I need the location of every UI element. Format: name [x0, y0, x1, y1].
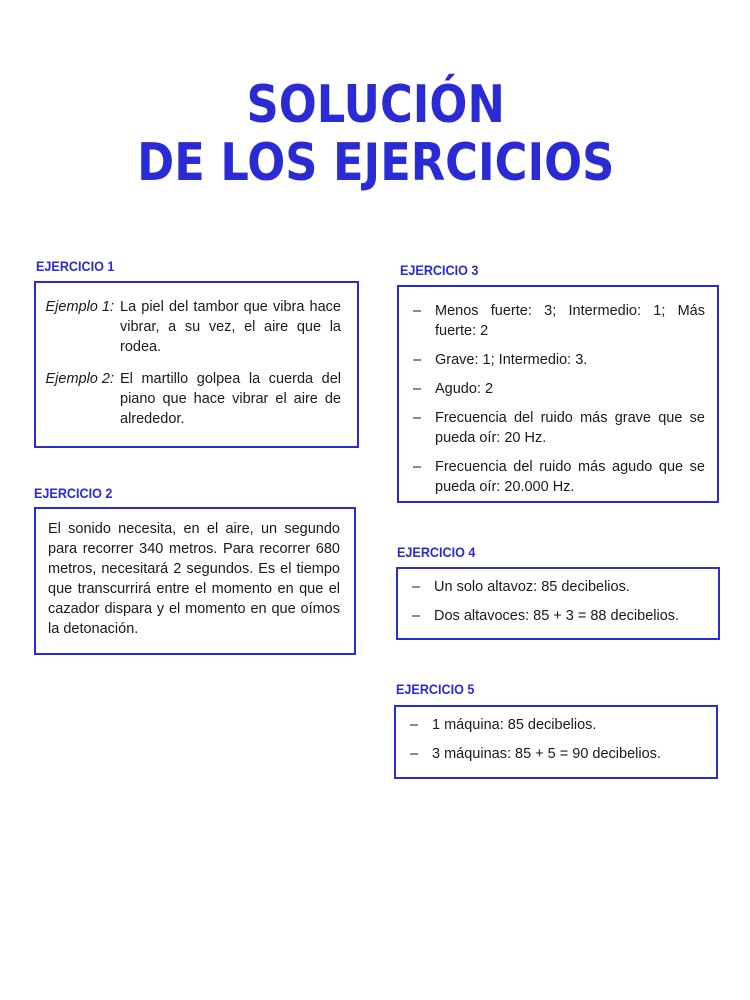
dash: – [413, 352, 422, 368]
example-label: Ejemplo 2: [45, 371, 114, 387]
ejercicio-2-box [34, 507, 356, 655]
ejercicio-5-box [394, 705, 718, 779]
item-text: 3 máquinas: 85 + 5 = 90 decibelios. [432, 746, 661, 762]
list-item [412, 606, 706, 626]
ejercicio-1-heading: EJERCICIO 1 [36, 258, 115, 274]
title-line-2: DE LOS EJERCICIOS [137, 133, 615, 193]
dash: – [413, 410, 422, 426]
ejercicio-1-example [36, 369, 341, 429]
title-line-1: SOLUCIÓN [246, 75, 505, 135]
dash: – [412, 579, 421, 595]
ejercicio-1-example [36, 297, 341, 357]
item-text: Grave: 1; Intermedio: 3. [435, 352, 588, 368]
list-item [412, 577, 706, 597]
item-text: Frecuencia del ruido más agudo que se pueda oír: 20.000 Hz. [435, 459, 705, 495]
list-item [410, 744, 704, 764]
list-item [413, 408, 705, 448]
dash: – [410, 746, 419, 762]
ejercicio-2-text: El sonido necesita, en el aire, un segundo para recorrer 340 metros. Para recorrer 680 metros, necesitará 2 segundos. Es el tiempo que transcurrirá entre el momento en que el cazador dispara y el momento en que oímos la detonación. [48, 521, 340, 637]
ejercicio-2-heading: EJERCICIO 2 [34, 485, 113, 501]
list-item [413, 457, 705, 497]
item-text: 1 máquina: 85 decibelios. [432, 717, 597, 733]
page-title [53, 76, 698, 192]
item-text: Un solo altavoz: 85 decibelios. [434, 579, 630, 595]
item-text: Frecuencia del ruido más grave que se pueda oír: 20 Hz. [435, 410, 705, 446]
dash: – [413, 381, 422, 397]
ejercicio-4-box [396, 567, 720, 640]
list-item [413, 379, 705, 399]
dash: – [410, 717, 419, 733]
dash: – [413, 303, 422, 319]
list-item [413, 350, 705, 370]
item-text: Menos fuerte: 3; Intermedio: 1; Más fuerte: 2 [435, 303, 705, 339]
item-text: Dos altavoces: 85 + 3 = 88 decibelios. [434, 608, 680, 624]
example-label: Ejemplo 1: [45, 299, 114, 315]
item-text: Agudo: 2 [435, 381, 494, 397]
example-text: El martillo golpea la cuerda del piano que hace vibrar el aire de alrededor. [120, 371, 341, 427]
dash: – [412, 608, 421, 624]
ejercicio-1-box [34, 281, 359, 448]
list-item [413, 301, 705, 341]
ejercicio-5-heading: EJERCICIO 5 [396, 681, 475, 697]
ejercicio-3-box [397, 285, 719, 503]
ejercicio-4-heading: EJERCICIO 4 [397, 544, 476, 560]
list-item [410, 715, 704, 735]
example-text: La piel del tambor que vibra hace vibrar, a su vez, el aire que la rodea. [120, 299, 341, 355]
dash: – [413, 459, 422, 475]
ejercicio-3-heading: EJERCICIO 3 [400, 262, 479, 278]
